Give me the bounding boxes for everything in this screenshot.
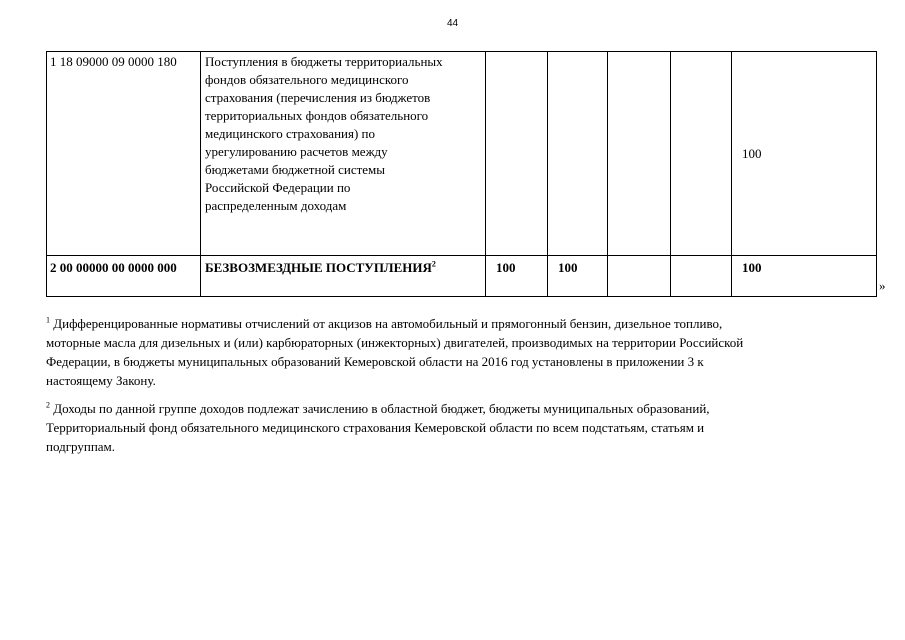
footnote-line: подгруппам. — [46, 439, 116, 454]
budget-code-cell: 2 00 00000 00 0000 000 — [47, 256, 201, 297]
description-line: урегулированию расчетов между — [205, 144, 388, 159]
footnote-line: моторные масла для дизельных и (или) карбюраторных (инжекторных) двигателей, производимых на территории Российской — [46, 335, 744, 350]
value-cell-1: 100 — [486, 256, 548, 297]
footnote-line: настоящему Закону. — [46, 373, 156, 388]
value-cell-4 — [671, 52, 732, 256]
value-cell-5: 100 — [732, 256, 877, 297]
footnote-2 — [46, 399, 886, 456]
value-cell-5: 100 — [732, 52, 877, 256]
footnote-ref: 2 — [431, 259, 436, 269]
footnote-marker: 2 — [46, 400, 50, 410]
description-cell — [201, 52, 486, 256]
table-row — [47, 256, 877, 297]
description-text: БЕЗВОЗМЕЗДНЫЕ ПОСТУПЛЕНИЯ — [205, 260, 432, 275]
value-cell-2 — [548, 52, 608, 256]
footnote-line: Территориальный фонд обязательного медицинского страхования Кемеровской области по всем подстатьям, статьям и — [46, 420, 705, 435]
description-line: страхования (перечисления из бюджетов — [205, 90, 431, 105]
description-line: фондов обязательного медицинского — [205, 72, 409, 87]
description-line: медицинского страхования) по — [205, 126, 376, 141]
value-cell-1 — [486, 52, 548, 256]
footnote-marker: 1 — [46, 315, 50, 325]
value-cell-3 — [608, 52, 671, 256]
footnote-line: Федерации, в бюджеты муниципальных образований Кемеровской области на 2016 год установлены в приложении 3 к — [46, 354, 704, 369]
value-cell-4 — [671, 256, 732, 297]
description-line: распределенным доходам — [205, 198, 347, 213]
footnote-text: Доходы по данной группе доходов подлежат зачислению в областной бюджет, бюджеты муниципальных образований, — [53, 401, 710, 416]
description-line: бюджетами бюджетной системы — [205, 162, 386, 177]
footnote-1 — [46, 314, 886, 390]
table-row — [47, 52, 877, 256]
footnote-text: Дифференцированные нормативы отчислений от акцизов на автомобильный и прямогонный бензин, дизельное топливо, — [53, 316, 723, 331]
footnote-line — [46, 314, 886, 333]
description-line: Поступления в бюджеты территориальных — [205, 54, 443, 69]
description-cell — [201, 256, 486, 297]
description-line: территориальных фондов обязательного — [205, 108, 429, 123]
description-line: Российской Федерации по — [205, 180, 351, 195]
budget-code-cell: 1 18 09000 09 0000 180 — [47, 52, 201, 256]
revenue-table — [46, 51, 877, 297]
value-cell-2: 100 — [548, 256, 608, 297]
closing-quote: » — [879, 278, 886, 293]
value-cell-3 — [608, 256, 671, 297]
page-number: 44 — [446, 18, 459, 29]
footnote-line — [46, 399, 886, 418]
